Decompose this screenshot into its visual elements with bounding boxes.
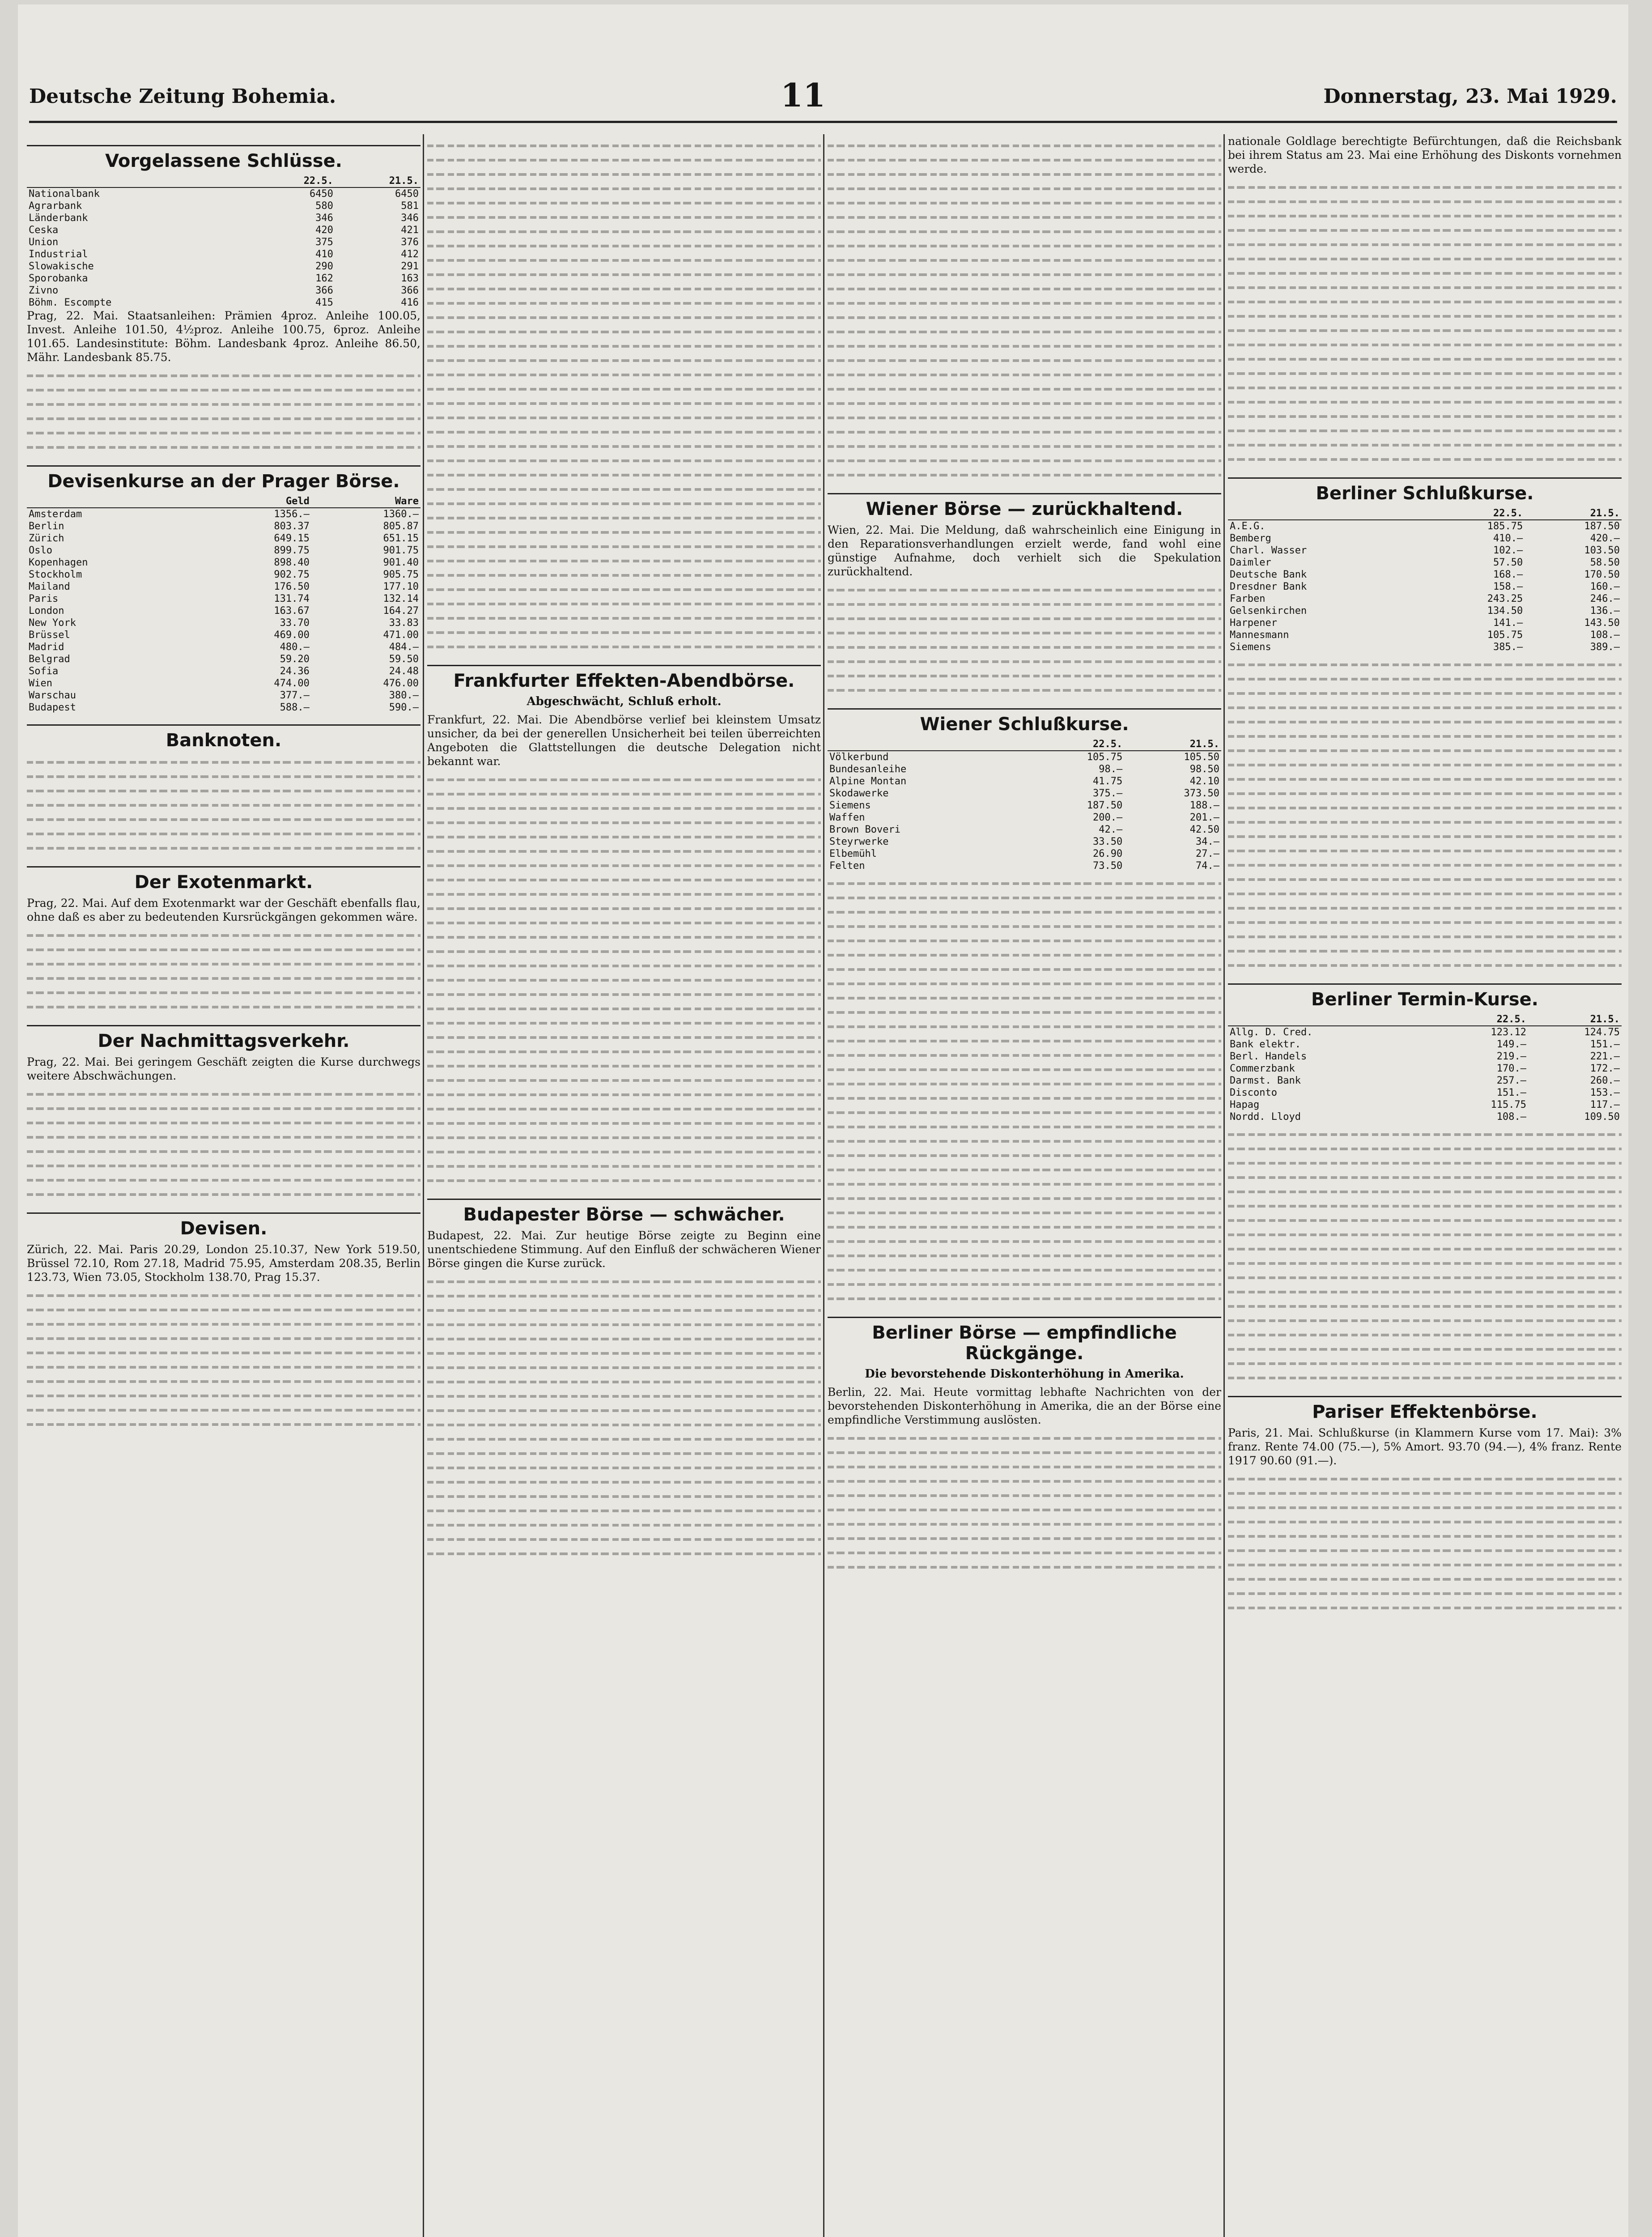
table-row	[1228, 1099, 1622, 1111]
table-cell: Bundesanleihe	[829, 764, 907, 775]
frankfurt-text: Frankfurt, 22. Mai. Die Abendbörse verlief bei kleinstem Umsatz unsicher, da bei der generellen Unsicherheit bei teilen überreichten Angeboten die Glattstellungen die deutsche Delegation nicht bekannt war.	[427, 713, 821, 768]
prag-anleihen-text: Prag, 22. Mai. Staatsanleihen: Prämien 4proz. Anleihe 100.05, Invest. Anleihe 101.50, 4½proz. Anleihe 100.75, 6proz. Anleihe 101.65. Landesinstitute: Böhm. Landesbank 4proz. Anleihe 86.50, Mähr. Landesbank 85.75.	[27, 309, 420, 364]
table-cell: 901.75	[383, 545, 419, 556]
table-row	[1228, 1075, 1622, 1087]
table-cell: 176.50	[274, 581, 310, 592]
table-cell: 177.10	[383, 581, 419, 592]
table-cell: 902.75	[274, 569, 310, 580]
table-cell: 346	[401, 213, 419, 224]
table-cell: 421	[401, 225, 419, 236]
table-cell: Allg. D. Cred.	[1230, 1027, 1313, 1038]
table-cell: 905.75	[383, 569, 419, 580]
table-cell: Brown Boveri	[829, 824, 900, 835]
table-cell: 260.—	[1590, 1075, 1620, 1086]
table-cell: Commerzbank	[1230, 1063, 1295, 1074]
table-cell: 187.50	[1584, 521, 1620, 532]
table-row	[27, 677, 420, 689]
table-row	[27, 653, 420, 665]
table-cell: Charl. Wasser	[1230, 545, 1307, 556]
schluss-table	[27, 175, 420, 309]
table-row	[27, 593, 420, 605]
budapest-text: Budapest, 22. Mai. Zur heutige Börse zeigte zu Beginn eine unentschiedene Stimmung. Auf den Einfluß der schwächeren Wiener Börse gingen die Kurse zurück.	[427, 1229, 821, 1270]
text-lines	[27, 369, 420, 455]
table-cell: 373.50	[1184, 788, 1219, 799]
table-cell: 27.—	[1196, 848, 1219, 859]
text-lines	[27, 1087, 420, 1202]
column-header: Ware	[311, 495, 420, 508]
table-row	[1228, 1050, 1622, 1063]
table-row	[1228, 617, 1622, 629]
wien-text: Wien, 22. Mai. Die Meldung, daß wahrscheinlich eine Einigung in den Reparationsverhandlungen erzielt werde, fand wohl eine günstige Aufnahme, doch verhielt sich die Spekulation zurückhaltend.	[828, 523, 1221, 578]
table-cell: 42.—	[1099, 824, 1123, 835]
table-row	[27, 297, 420, 309]
table-cell: 415	[315, 297, 333, 308]
table-cell: 377.—	[280, 690, 310, 701]
table-cell: Madrid	[29, 642, 64, 653]
table-cell: 580	[315, 200, 333, 212]
section-heading-wien: Wiener Börse — zurückhaltend.	[828, 493, 1221, 519]
table-cell: 651.15	[383, 533, 419, 544]
column-header	[1228, 507, 1427, 520]
devisen-text: Zürich, 22. Mai. Paris 20.29, London 25.10.37, New York 519.50, Brüssel 72.10, Rom 27.18, Madrid 75.95, Amsterdam 208.35, Berlin 123.73, Wien 73.05, Stockholm 138.70, Prag 15.37.	[27, 1243, 420, 1284]
section-heading-nachmittag: Der Nachmittagsverkehr.	[27, 1025, 420, 1051]
table-cell: Berl. Handels	[1230, 1051, 1307, 1062]
table-row	[828, 800, 1221, 812]
table-cell: Warschau	[29, 690, 76, 701]
table-row	[1228, 629, 1622, 641]
table-row	[1228, 557, 1622, 569]
table-cell: 160.—	[1590, 581, 1620, 592]
table-cell: 480.—	[280, 642, 310, 653]
table-cell: 117.—	[1590, 1099, 1620, 1110]
table-row	[1228, 593, 1622, 605]
text-lines	[27, 1289, 420, 1432]
table-cell: Kopenhagen	[29, 557, 88, 568]
table-row	[828, 836, 1221, 848]
table-cell: 188.—	[1189, 800, 1219, 811]
table-cell: 410	[315, 249, 333, 260]
table-row	[27, 212, 420, 224]
table-cell: Zürich	[29, 533, 64, 544]
devisen-table	[27, 495, 420, 714]
column-header: 21.5.	[1528, 1013, 1622, 1026]
table-cell: 163.67	[274, 605, 310, 617]
table-cell: 221.—	[1590, 1051, 1620, 1062]
table-cell: Amsterdam	[29, 509, 82, 520]
table-cell: Böhm. Escompte	[29, 297, 112, 308]
table-cell: 200.—	[1092, 812, 1123, 823]
table-row	[1228, 1087, 1622, 1099]
table-cell: 474.00	[274, 678, 310, 689]
wien-table	[828, 738, 1221, 872]
section-heading-wien-kurse: Wiener Schlußkurse.	[828, 708, 1221, 735]
table-cell: 108.—	[1590, 629, 1620, 641]
column-header: Geld	[202, 495, 311, 508]
table-cell: 98.50	[1189, 764, 1219, 775]
table-cell: 98.—	[1099, 764, 1123, 775]
table-cell: 803.37	[274, 521, 310, 532]
table-row	[27, 569, 420, 581]
table-row	[27, 200, 420, 212]
table-row	[828, 751, 1221, 763]
table-cell: A.E.G.	[1230, 521, 1266, 532]
table-cell: Slowakische	[29, 261, 94, 272]
table-cell: 42.10	[1189, 776, 1219, 787]
section-heading-frankfurt: Frankfurter Effekten-Abendbörse.	[427, 665, 821, 691]
table-cell: 108.—	[1496, 1111, 1527, 1123]
table-cell: Stockholm	[29, 569, 82, 580]
column-header: 22.5.	[1027, 738, 1124, 751]
table-row	[27, 689, 420, 702]
table-cell: 103.50	[1584, 545, 1620, 556]
column-header	[27, 175, 250, 187]
text-lines	[27, 928, 420, 1014]
table-cell: 484.—	[389, 642, 419, 653]
table-cell: 469.00	[274, 629, 310, 641]
table-cell: 162	[315, 273, 333, 284]
table-cell: Dresdner Bank	[1230, 581, 1307, 592]
issue-date: Donnerstag, 23. Mai 1929.	[1323, 85, 1617, 108]
table-cell: 149.—	[1496, 1039, 1527, 1050]
table-cell: 151.—	[1590, 1039, 1620, 1050]
table-cell: 1360.—	[383, 509, 419, 520]
table-row	[1228, 544, 1622, 557]
table-cell: 123.12	[1491, 1027, 1527, 1038]
table-row	[828, 848, 1221, 860]
text-lines	[427, 773, 821, 1188]
table-row	[27, 272, 420, 285]
table-row	[27, 641, 420, 653]
table-cell: 109.50	[1584, 1111, 1620, 1123]
table-cell: Budapest	[29, 702, 76, 713]
table-cell: Zivno	[29, 285, 59, 296]
table-cell: 581	[401, 200, 419, 212]
berlin-text: Berlin, 22. Mai. Heute vormittag lebhafte Nachrichten von der bevorstehenden Diskonterhöhung in Amerika, die an der Börse eine empfindliche Verstimmung auslösten.	[828, 1386, 1221, 1426]
table-cell: 151.—	[1496, 1087, 1527, 1098]
section-heading-berlin-termin: Berliner Termin-Kurse.	[1228, 983, 1622, 1010]
table-cell: 246.—	[1590, 593, 1620, 604]
text-lines	[427, 1275, 821, 1561]
table-cell: 141.—	[1493, 617, 1523, 629]
table-cell: 24.36	[280, 666, 310, 677]
table-cell: Skodawerke	[829, 788, 889, 799]
table-cell: 158.—	[1493, 581, 1523, 592]
table-cell: 74.—	[1196, 860, 1219, 872]
paris-text: Paris, 21. Mai. Schlußkurse (in Klammern Kurse vom 17. Mai): 3% franz. Rente 74.00 (75.—), 5% Amort. 93.70 (94.—), 4% franz. Rente 1917 90.60 (91.—).	[1228, 1426, 1622, 1467]
table-row	[1228, 1038, 1622, 1050]
table-row	[27, 248, 420, 260]
column-header: 21.5.	[1525, 507, 1622, 520]
table-cell: Wien	[29, 678, 52, 689]
table-cell: 187.50	[1087, 800, 1123, 811]
table-cell: Bank elektr.	[1230, 1039, 1301, 1050]
table-cell: 163	[401, 273, 419, 284]
table-cell: 290	[315, 261, 333, 272]
column-divider	[1223, 134, 1225, 2237]
table-cell: 899.75	[274, 545, 310, 556]
table-cell: 170.50	[1584, 569, 1620, 580]
section-heading-devisen-prag: Devisenkurse an der Prager Börse.	[27, 465, 420, 492]
table-cell: 380.—	[389, 690, 419, 701]
section-heading-berlin-schluss: Berliner Schlußkurse.	[1228, 477, 1622, 504]
table-cell: Union	[29, 237, 59, 248]
table-row	[828, 824, 1221, 836]
table-cell: 102.—	[1493, 545, 1523, 556]
table-cell: 389.—	[1590, 642, 1620, 653]
table-cell: 115.75	[1491, 1099, 1527, 1110]
table-cell: 6450	[395, 188, 419, 200]
table-cell: 185.75	[1487, 521, 1523, 532]
table-cell: Disconto	[1230, 1087, 1277, 1098]
table-cell: Alpine Montan	[829, 776, 907, 787]
section-heading-valuten: Banknoten.	[27, 724, 420, 751]
table-cell: 898.40	[274, 557, 310, 568]
section-heading-budapest: Budapester Börse — schwächer.	[427, 1199, 821, 1225]
column-1	[27, 134, 420, 2237]
text-lines	[1228, 1472, 1622, 1615]
table-row	[27, 617, 420, 629]
text-lines	[1228, 658, 1622, 973]
table-row	[27, 260, 420, 272]
table-cell: 649.15	[274, 533, 310, 544]
table-cell: Länderbank	[29, 213, 88, 224]
table-row	[27, 702, 420, 714]
table-row	[1228, 532, 1622, 544]
table-cell: 420	[315, 225, 333, 236]
table-row	[828, 812, 1221, 824]
table-cell: 366	[401, 285, 419, 296]
table-row	[1228, 1063, 1622, 1075]
table-row	[27, 532, 420, 544]
table-cell: 131.74	[274, 593, 310, 604]
page-number: 11	[781, 76, 826, 114]
newspaper-page	[18, 4, 1628, 2237]
table-cell: 24.48	[389, 666, 419, 677]
table-row	[27, 187, 420, 200]
text-lines	[1228, 1127, 1622, 1385]
table-cell: 375.—	[1092, 788, 1123, 799]
nachmittag-text: Prag, 22. Mai. Bei geringem Geschäft zeigten die Kurse durchwegs weitere Abschwächungen.	[27, 1055, 420, 1082]
table-cell: 366	[315, 285, 333, 296]
termin-table	[1228, 1013, 1622, 1123]
table-row	[828, 860, 1221, 872]
text-lines	[828, 876, 1221, 1306]
table-cell: Harpener	[1230, 617, 1277, 629]
table-cell: 136.—	[1590, 605, 1620, 617]
table-cell: 105.50	[1184, 752, 1219, 763]
table-cell: 6450	[309, 188, 333, 200]
text-lines	[427, 139, 821, 654]
table-cell: 385.—	[1493, 642, 1523, 653]
column-header: 22.5.	[1427, 507, 1525, 520]
table-cell: 416	[401, 297, 419, 308]
table-cell: Brüssel	[29, 629, 70, 641]
table-cell: 168.—	[1493, 569, 1523, 580]
table-cell: Belgrad	[29, 654, 70, 665]
table-cell: Elbemühl	[829, 848, 877, 859]
table-row	[1228, 1111, 1622, 1123]
table-cell: 73.50	[1092, 860, 1123, 872]
frankfurt-subheading: Abgeschwächt, Schluß erholt.	[527, 695, 722, 708]
masthead	[29, 72, 1617, 123]
table-cell: 1356.—	[274, 509, 310, 520]
table-row	[1228, 1026, 1622, 1038]
table-row	[828, 763, 1221, 775]
section-heading-berlin: Berliner Börse — empfindliche Rückgänge.	[828, 1317, 1221, 1364]
table-cell: Daimler	[1230, 557, 1271, 568]
table-row	[27, 544, 420, 557]
table-cell: 41.75	[1092, 776, 1123, 787]
berlin-subheading: Die bevorstehende Diskonterhöhung in Amerika.	[865, 1367, 1184, 1381]
column-divider	[423, 134, 424, 2237]
table-cell: Felten	[829, 860, 865, 872]
table-row	[1228, 581, 1622, 593]
table-row	[27, 224, 420, 236]
table-cell: 153.—	[1590, 1087, 1620, 1098]
table-cell: Mannesmann	[1230, 629, 1289, 641]
column-header: 21.5.	[1124, 738, 1221, 751]
table-cell: 376	[401, 237, 419, 248]
table-cell: London	[29, 605, 64, 617]
column-3	[828, 134, 1221, 2237]
table-row	[1228, 520, 1622, 532]
table-cell: Farben	[1230, 593, 1266, 604]
table-cell: 58.50	[1590, 557, 1620, 568]
table-cell: Industrial	[29, 249, 88, 260]
table-cell: Hapag	[1230, 1099, 1260, 1110]
table-cell: Berlin	[29, 521, 64, 532]
table-row	[27, 581, 420, 593]
table-cell: Siemens	[1230, 642, 1271, 653]
column-header: 21.5.	[335, 175, 420, 187]
table-cell: Sporobanka	[29, 273, 88, 284]
table-cell: 124.75	[1584, 1027, 1620, 1038]
table-row	[27, 508, 420, 520]
text-lines	[828, 583, 1221, 697]
berlin-continued-text: nationale Goldlage berechtigte Befürchtungen, daß die Reichsbank bei ihrem Status am 23. Mai eine Erhöhung des Diskonts vornehmen werde.	[1228, 135, 1622, 175]
text-lines	[27, 755, 420, 855]
table-cell: 105.75	[1087, 752, 1123, 763]
table-cell: Nordd. Lloyd	[1230, 1111, 1301, 1123]
table-cell: 57.50	[1493, 557, 1523, 568]
column-divider	[823, 134, 824, 2237]
table-cell: 59.20	[280, 654, 310, 665]
table-cell: 42.50	[1189, 824, 1219, 835]
table-cell: 201.—	[1189, 812, 1219, 823]
column-header	[1228, 1013, 1435, 1026]
table-cell: 33.50	[1092, 836, 1123, 847]
table-row	[27, 285, 420, 297]
column-header: 22.5.	[250, 175, 335, 187]
table-row	[27, 236, 420, 248]
table-cell: Gelsenkirchen	[1230, 605, 1307, 617]
table-cell: 134.50	[1487, 605, 1523, 617]
table-cell: 291	[401, 261, 419, 272]
section-heading-devisen: Devisen.	[27, 1212, 420, 1239]
table-cell: 471.00	[383, 629, 419, 641]
table-cell: Steyrwerke	[829, 836, 889, 847]
table-cell: Völkerbund	[829, 752, 889, 763]
table-cell: 420.—	[1590, 533, 1620, 544]
table-cell: 33.70	[280, 617, 310, 629]
table-row	[27, 520, 420, 532]
table-cell: Siemens	[829, 800, 871, 811]
table-cell: Bemberg	[1230, 533, 1271, 544]
section-heading-vorgelaessene: Vorgelassene Schlüsse.	[27, 145, 420, 171]
table-row	[27, 665, 420, 677]
table-cell: 164.27	[383, 605, 419, 617]
table-cell: 257.—	[1496, 1075, 1527, 1086]
table-cell: 34.—	[1196, 836, 1219, 847]
table-cell: 243.25	[1487, 593, 1523, 604]
table-row	[27, 629, 420, 641]
table-cell: 26.90	[1092, 848, 1123, 859]
section-heading-paris: Pariser Effektenbörse.	[1228, 1396, 1622, 1422]
table-row	[828, 787, 1221, 800]
table-cell: 375	[315, 237, 333, 248]
table-cell: 172.—	[1590, 1063, 1620, 1074]
table-cell: 410.—	[1493, 533, 1523, 544]
table-cell: 588.—	[280, 702, 310, 713]
table-cell: Ceska	[29, 225, 59, 236]
table-cell: Agrarbank	[29, 200, 82, 212]
table-cell: 170.—	[1496, 1063, 1527, 1074]
table-cell: Mailand	[29, 581, 70, 592]
table-cell: Darmst. Bank	[1230, 1075, 1301, 1086]
text-lines	[828, 139, 1221, 482]
table-cell: Waffen	[829, 812, 865, 823]
table-cell: 590.—	[389, 702, 419, 713]
table-row	[828, 775, 1221, 787]
berlin-table	[1228, 507, 1622, 653]
column-2	[427, 134, 821, 2237]
newspaper-title: Deutsche Zeitung Bohemia.	[29, 85, 336, 108]
table-row	[1228, 569, 1622, 581]
table-cell: Oslo	[29, 545, 52, 556]
text-lines	[1228, 180, 1622, 467]
table-cell: Paris	[29, 593, 59, 604]
table-cell: 105.75	[1487, 629, 1523, 641]
table-cell: 219.—	[1496, 1051, 1527, 1062]
table-row	[27, 557, 420, 569]
table-row	[27, 605, 420, 617]
table-cell: 346	[315, 213, 333, 224]
table-cell: New York	[29, 617, 76, 629]
table-cell: Deutsche Bank	[1230, 569, 1307, 580]
table-cell: 901.40	[383, 557, 419, 568]
table-cell: 59.50	[389, 654, 419, 665]
column-header	[828, 738, 1027, 751]
table-row	[1228, 641, 1622, 653]
column-header: 22.5.	[1435, 1013, 1528, 1026]
table-cell: Nationalbank	[29, 188, 100, 200]
table-cell: 412	[401, 249, 419, 260]
section-heading-exotenmarkt: Der Exotenmarkt.	[27, 866, 420, 893]
column-4	[1228, 134, 1622, 2237]
table-cell: 476.00	[383, 678, 419, 689]
exotenmarkt-text: Prag, 22. Mai. Auf dem Exotenmarkt war der Geschäft ebenfalls flau, ohne daß es aber zu bedeutenden Kursrückgängen gekommen wäre.	[27, 897, 420, 923]
table-cell: 805.87	[383, 521, 419, 532]
table-cell: 33.83	[389, 617, 419, 629]
column-header	[27, 495, 202, 508]
table-cell: 132.14	[383, 593, 419, 604]
table-row	[1228, 605, 1622, 617]
table-cell: Sofia	[29, 666, 59, 677]
table-cell: 143.50	[1584, 617, 1620, 629]
text-lines	[828, 1431, 1221, 1574]
